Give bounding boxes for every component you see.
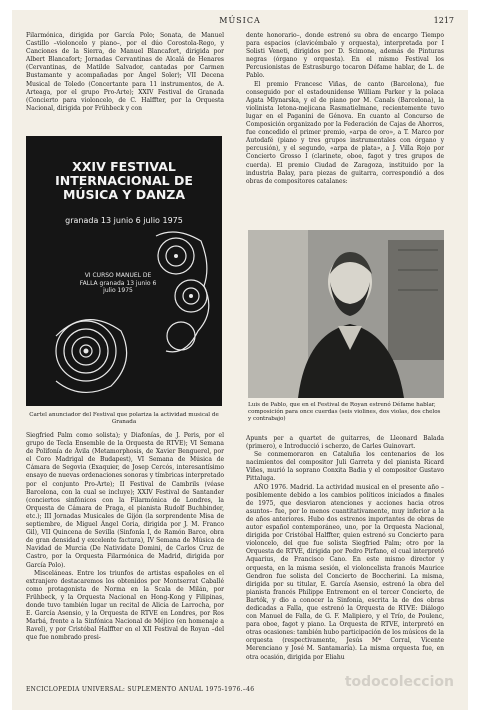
page-footer: ENCICLOPEDIA UNIVERSAL: SUPLEMENTO ANUAL 1975-1976.–46 — [26, 686, 255, 693]
poster-dates: granada 13 junio 6 julio 1975 — [65, 216, 183, 225]
poster-caption: Cartel anunciador del Festival que polariza la actividad musical de Granada — [29, 412, 219, 425]
festival-poster-image — [26, 136, 222, 406]
paragraph: AÑO 1976. Madrid. La actividad musical en el presente año –posiblemente debido a los cambios políticos iniciados a finales de 1975, que desviaron atenciones y acciones hacia otros asuntos– fue, por lo menos cuantitativamente, muy inferior a la de años anteriores. Hubo dos estrenos importantes de obras de autor español contemporáneo, uno, por la Orquesta Nacional, dirigida por Cristóbal Halffter, quien estrenó su Concierto para violoncelo, del que fue solista Siegfried Palm; otro por la Orquesta de RTVE, dirigida por Pedro Pirfano, el cual interpretó Aquarius, de Francisco Cano. En este mismo director y orquesta, en la misma sesión, el violoncelista francés Maurice Gendron fue solista del Concierto de Boccherini. La misma, dirigida por su titular, E. García Asensio, estrenó la obra del pianista francés Philippe Entremont en el tercer Concierto, de Bartók, y dio a conocer la Sinfonía, escrita la de dos obras dedicadas a Falla, que estrenó la Orquesta de RTVE: Diálogo con Manuel de Falla, de G. F. Malipiero, y el Trío, de Poulenc, para oboe, fagot y piano. La Orquesta de RTVE, interpretó en otras ocasiones: también hubo participación de los músicos de la orquesta (respectivamente, Jesús Mª Corral, Vicente Merenciano y José M. Santamaría). La misma orquesta fue, en otra ocasión, dirigida por Eliahu — [246, 483, 444, 661]
portrait-photo — [248, 230, 444, 398]
paragraph: dente honorario–, donde estrenó su obra de encargo Tiempo para espacios (clavicémbalo y orquesta), interpretada por I Solisti Veneti, dirigidos por D. Scimone, además de Pinturas negras (órgano y orquesta). En el mismo Festival los Percusionistas de Estrasburgo tocaron Défame hablar, de L. de Pablo. — [246, 32, 444, 80]
section-title: MÚSICA — [219, 16, 261, 25]
portrait-illustration — [248, 230, 444, 398]
page-header — [12, 16, 468, 30]
page-number: 1217 — [433, 16, 454, 25]
right-column-lower — [246, 435, 444, 662]
paragraph: Filarmónica, dirigida por García Polo; Sonata, de Manuel Castillo –violoncelo y piano–, por el dúo Corostola-Rego, y Canciones de la Sierra, de Manuel Blancafort, dirigida por Albert Blancafort; Jornadas Cervantinas de Alcalá de Henares (Cervantinas, de Matilde Salvador, cantadas por Carmen Bustamante y acompañadas por Ángel Soler); VII Decena Musical de Toledo (Concertante para 11 instrumentos, de A. Arteaga, por el grupo Pro-Arte); XXIV Festival de Granada (Concierto para violoncelo, de C. Halffter, por la Orquesta Nacional, dirigida por Frühbeck y con — [26, 32, 224, 112]
document-page — [12, 10, 468, 710]
poster-course-text: VI CURSO MANUEL DE FALLA granada 13 junio 6 julio 1975 — [79, 272, 157, 294]
left-column-top — [26, 32, 224, 113]
right-column-top — [246, 32, 444, 186]
paragraph: Apunts per a quartet de guitarres, de Lleonard Balada (primero), e Introducció i scherzo, de Carles Guinovart. — [246, 435, 444, 451]
paragraph: Siegfried Palm como solista); y Diafonías, de J. Peris, por el grupo de Tecla Ensemble de la Orquesta de RTVE); VI Semana de Polifonía de Ávila (Metamorphosis, de Xavier Benguerel, por el Coro Madrigal de Budapest), VI Semana de Música de Cámara de Segovia (Exaquier, de Josep Cercós, interesantísimo ensayo de nuevas ordenaciones sonoras y tímbricas interpretado por el conjunto Pro-Arte); II Festival de Cambrils (véase Barcelona, con la cual se incluye); XXIV Festival de Santander (conciertos sinfónicos con la Filarmónica de Londres, la Orquesta de Cámara de Praga, el pianista Rudolf Buchbinder, etc.); III Jornadas Musicales de Gijón (la sorprendente Misa de septiembre, de Miguel Ángel Coria, dirigida por J. M. Franco Gil), VII Quincena de Sevilla (Sinfonía I, de Ramón Barce, obra de gran densidad y excelente factura), IV Semana de Música de Navidad de Murcia (De Natividate Domini, de Carlos Cruz de Castro, por la Orquesta Filarmónica de Madrid, dirigida por García Polo). — [26, 432, 224, 569]
portrait-caption: Luis de Pablo, que en el Festival de Royan estrenó Défame hablar, composición para once cuerdas (seis violines, dos violas, dos chelos y contrabajo) — [248, 402, 441, 422]
poster-title: XXIV FESTIVAL INTERNACIONAL DE MÚSICA Y DANZA — [55, 159, 193, 202]
paragraph: Se conmemoraron en Cataluña los centenarios de los nacimientos del compositor Juli Garreta y del pianista Ricard Viñes, murió la soprano Conxita Badia y el compositor Gustavo Pittaluga. — [246, 451, 444, 483]
left-column-lower — [26, 432, 224, 642]
paragraph: Misceláneas. Entre los triunfos de artistas españoles en el extranjero destacaremos los obtenidos por Montserrat Caballé como protagonista de Norma en la Scala de Milán, por Frühbeck, y la Orquesta Nacional en Hong-Kong y Filipinas, donde tuvo también lugar un recital de Alicia de Larrocha, por E. García Asensio, y la Orquesta de RTVE en Londres, por Ros Marbá, frente a la Sinfónica Nacional de Méjico (en homenaje a Ravel), y por Cristóbal Halffter en el XII Festival de Royan –del que fue nombrado presi- — [26, 569, 224, 642]
watermark: todocoleccion — [344, 674, 454, 690]
paragraph: El premio Francesc Viñas, de canto (Barcelona), fue conseguido por el estadounidense William Parker y la polaca Agata Mlynarska, y el de piano por M. Canals (Barcelona), la violinista letona-mejicana Rasmatielmane, recientemente tuvo lugar en el Paganini de Génova. En cuanto al Concurso de Composición organizado por la Federación de Cajas de Ahorros, fue concedido el primer premio, «arpa de oro», a T. Marco por Autodafé (piano y tres grupos instrumentales con órgano y percusión), y el segundo, «arpa de plata», a J. Villa Rojo por Concierto Grosso I (clarinete, oboe, fagot y tres grupos de cuerda). El premio Ciudad de Zaragoza, instituido por la industria Balay, para piezas de guitarra, correspondió a dos obras de compositores catalanes: — [246, 80, 444, 185]
